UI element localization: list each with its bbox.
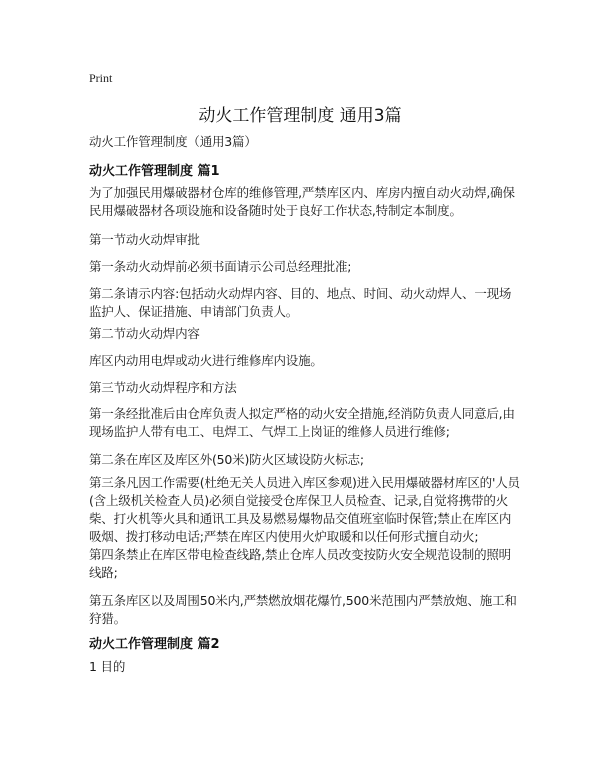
paragraph: 1 目的 [89,659,126,674]
paragraph: 第一条动火动焊前必须书面请示公司总经理批准; [89,259,352,274]
page-title: 动火工作管理制度 通用3篇 [198,106,402,126]
paragraph: 第三条凡因工作需要(杜绝无关人员进入库区参观)进入民用爆破器材库区的'人员(含上级机关检查人员)必须自觉接受仓库保卫人员检查、记录,自觉将携带的火柴、打火机等火具和通讯工具及易燃易爆物品交值班室临时保管;禁止在库区内吸烟、拨打移动电话;严禁在库区内使用火炉取暖和以任何形式擅自动火; [89,475,520,544]
paragraph: 第二条在库区及库区外(50米)防火区域设防火标志; [89,452,364,467]
paragraph: 第三节动火动焊程序和方法 [89,380,237,395]
subtitle: 动火工作管理制度（通用3篇） [89,134,257,149]
paragraph: 库区内动用电焊或动火进行维修库内设施。 [89,353,323,368]
paragraph: 第四条禁止在库区带电检查线路,禁止仓库人员改变按防火安全规范设制的照明线路; [89,547,511,580]
paragraph: 第一节动火动焊审批 [89,232,200,247]
paragraph: 第二节动火动焊内容 [89,326,200,341]
paragraph: 第二条请示内容:包括动火动焊内容、目的、地点、时间、动火动焊人、一现场监护人、保证措施、申请部门负责人。 [89,286,512,319]
paragraph: 第一条经批准后由仓库负责人拟定严格的动火安全措施,经消防负责人同意后,由现场监护人带有电工、电焊工、气焊工上岗证的维修人员进行维修; [89,406,515,439]
print-label: Print [89,71,113,85]
paragraph: 第五条库区以及周围50米内,严禁燃放烟花爆竹,500米范围内严禁放炮、施工和狩猎。 [89,593,517,626]
section1-heading: 动火工作管理制度 篇1 [89,164,220,179]
paragraph: 为了加强民用爆破器材仓库的维修管理,严禁库区内、库房内擅自动火动焊,确保民用爆破器材各项设施和设备随时处于良好工作状态,特制定本制度。 [89,185,515,218]
section2-heading: 动火工作管理制度 篇2 [89,637,220,652]
